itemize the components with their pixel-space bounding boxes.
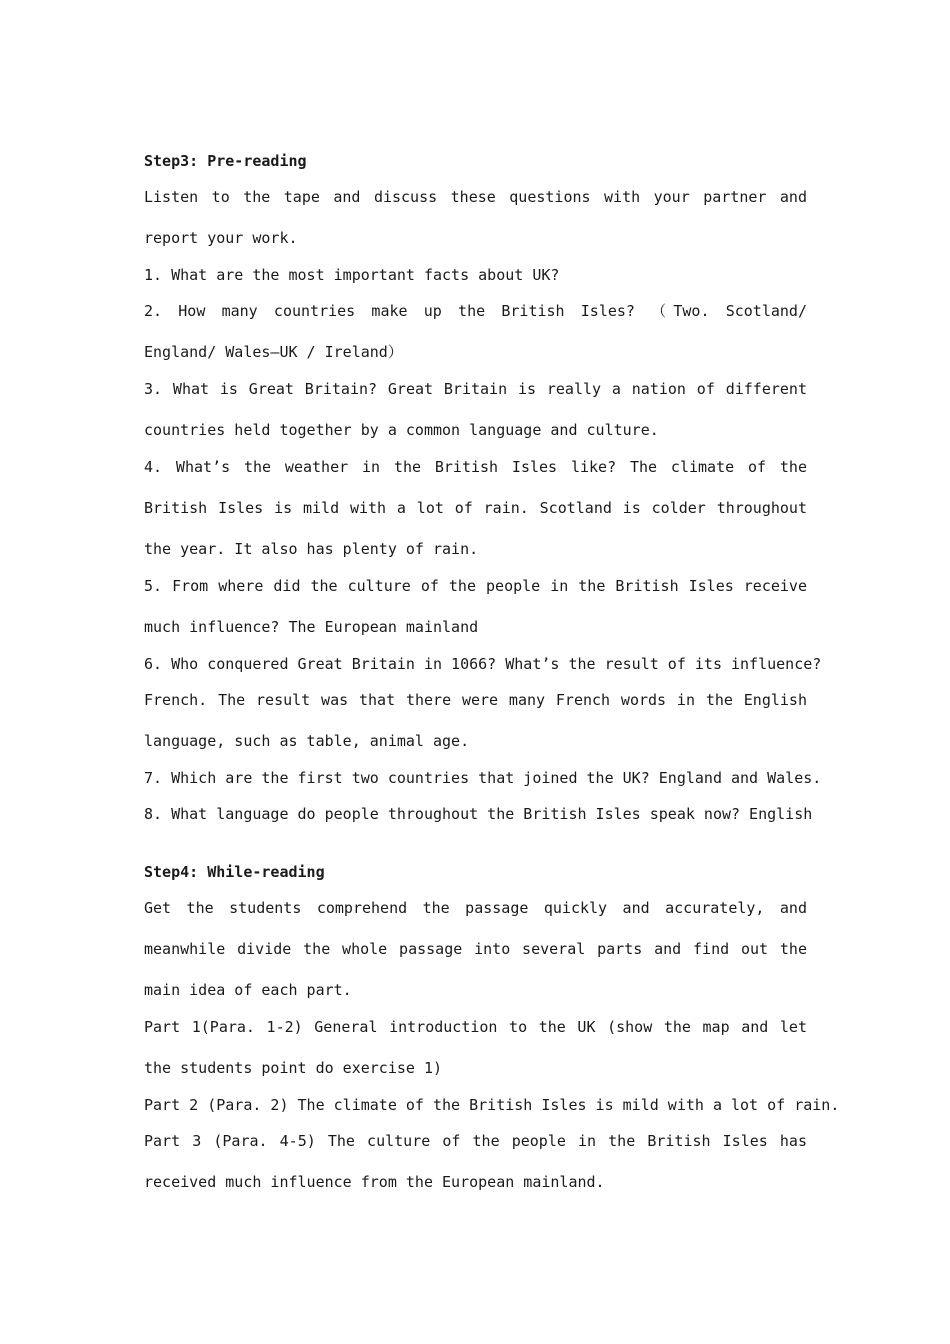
step4-intro: Get the students comprehend the passage quickly and accurately, and meanwhile divide the whole passage into several parts and find out the main idea of each part. [144,899,807,999]
part-2: Part 2 (Para. 2) The climate of the British Isles is mild with a lot of rain. [144,1096,840,1114]
step3-heading: Step3: Pre-reading [144,152,307,170]
question-6: 6. Who conquered Great Britain in 1066? What’s the result of its influence? [144,655,822,673]
question-2: 2. How many countries make up the British Isles? （Two. Scotland/ England/ Wales—UK / Ireland） [144,302,807,361]
part-3: Part 3 (Para. 4-5) The culture of the people in the British Isles has received much influence from the European mainland. [144,1132,807,1191]
question-1: 1. What are the most important facts about UK? [144,266,560,284]
question-8: 8. What language do people throughout the British Isles speak now? English [144,805,813,823]
section-spacer [144,839,807,861]
question-7: 7. Which are the first two countries that joined the UK? England and Wales. [144,769,822,787]
step3-intro: Listen to the tape and discuss these questions with your partner and report your work. [144,188,807,247]
question-5: 5. From where did the culture of the people in the British Isles receive much influence? The European mainland [144,577,807,636]
question-4: 4. What’s the weather in the British Isles like? The climate of the British Isles is mild with a lot of rain. Scotland is colder throughout the year. It also has plenty of rain. [144,458,807,558]
question-6-answer: French. The result was that there were many French words in the English language, such as table, animal age. [144,691,807,750]
part-1: Part 1(Para. 1-2) General introduction to the UK (show the map and let the students point do exercise 1) [144,1018,807,1077]
question-3: 3. What is Great Britain? Great Britain is really a nation of different countries held together by a common language and culture. [144,380,807,439]
step4-heading: Step4: While-reading [144,863,325,881]
document-page [144,150,840,1208]
